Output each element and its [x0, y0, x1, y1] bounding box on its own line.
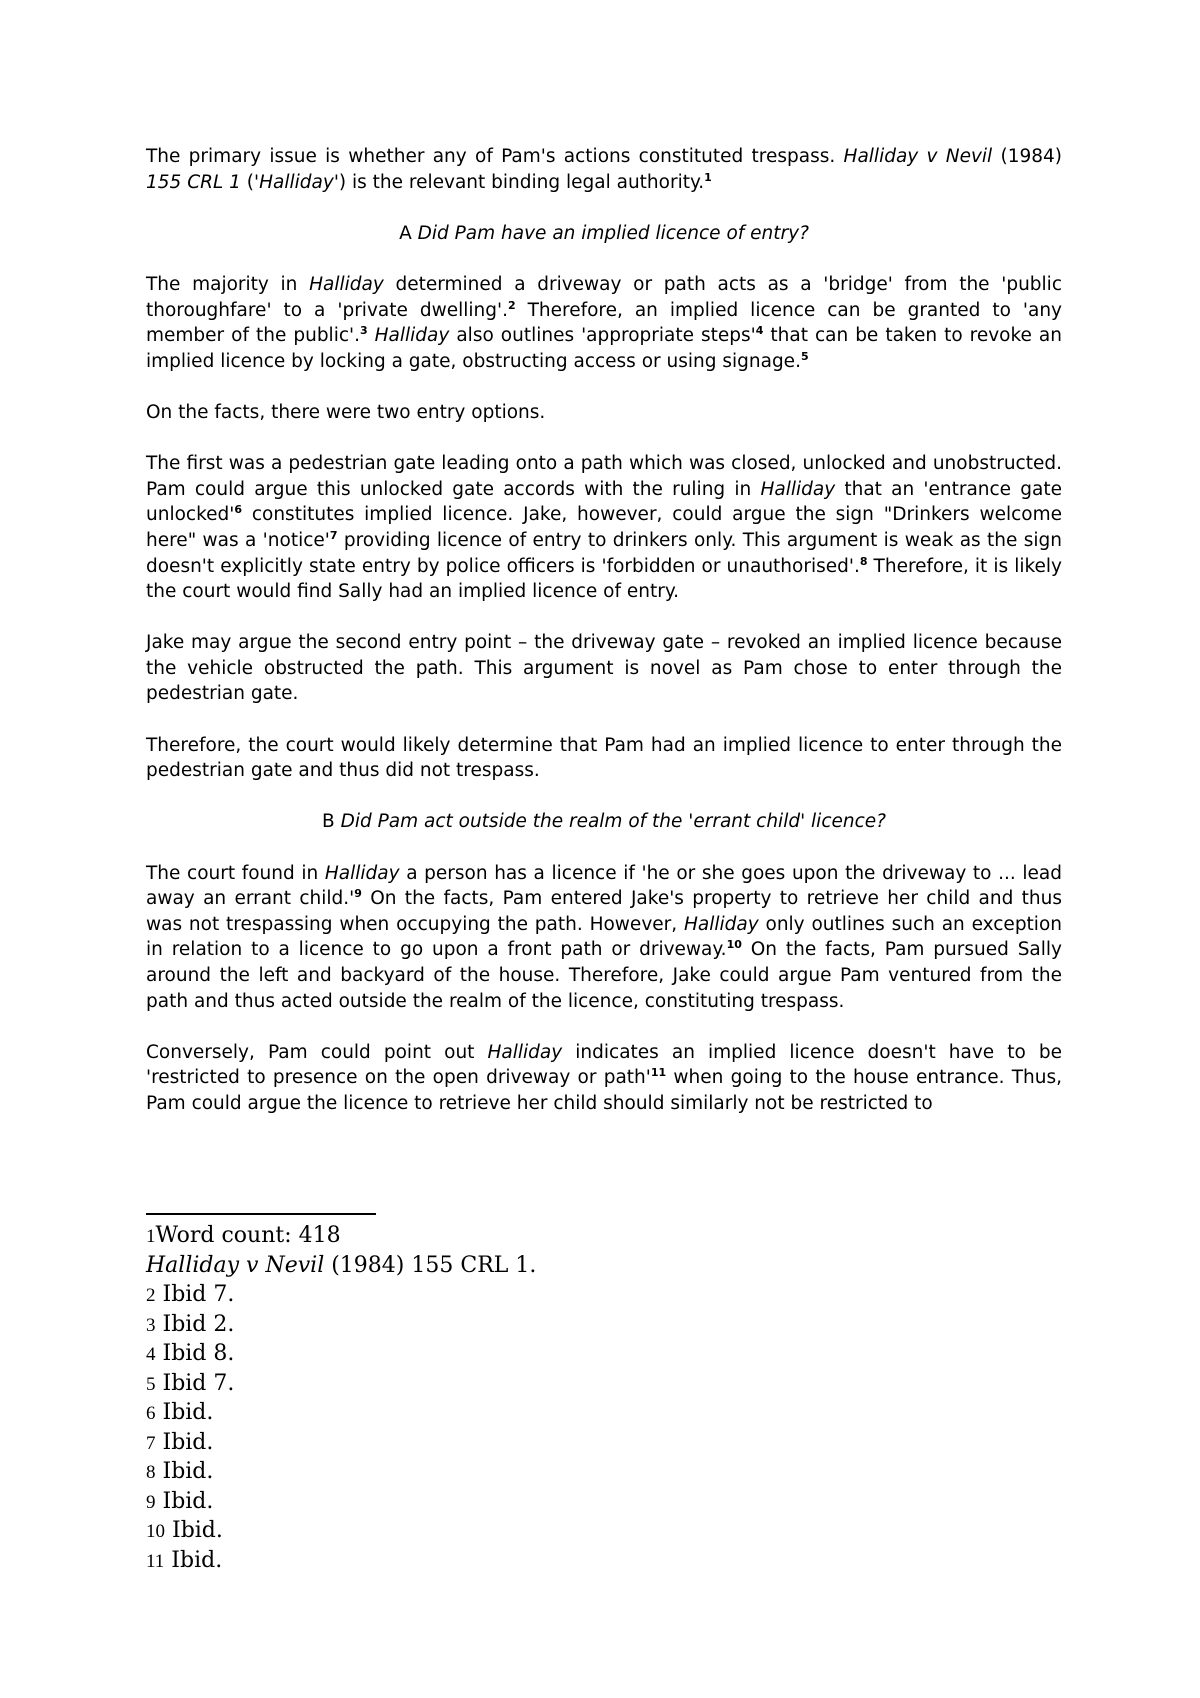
footnote-text: Ibid 8. — [162, 1341, 235, 1366]
footnote-number: 1 — [146, 1226, 156, 1247]
footnote — [146, 1340, 536, 1370]
footnote-number: 3 — [146, 1314, 156, 1336]
footnotes — [146, 1222, 536, 1576]
case-name: Halliday — [683, 913, 759, 935]
text: The first was a pedestrian gate leading onto a path which was closed, unlocked and unobstructed. Pam could argue this unlocked gate accords with the ruling in — [146, 453, 1062, 500]
text: The primary issue is whether any of Pam's actions constituted trespass. — [146, 146, 844, 167]
text: constitutes implied licence. Jake, however, could argue the sign "Drinkers welcome here" was a 'notice' — [146, 504, 1062, 551]
text: when going to the house entrance. Thus, Pam could argue the licence to retrieve her child should similarly not be restricted to — [146, 1067, 1062, 1114]
paragraph-intro — [146, 144, 1062, 195]
footnote — [146, 1222, 536, 1252]
footnote-ref: 2 — [507, 298, 516, 312]
paragraph-entry-options: On the facts, there were two entry options. — [146, 401, 546, 423]
footnote — [146, 1370, 536, 1400]
text: ') is the relevant binding legal authority. — [333, 171, 705, 193]
case-name: Halliday — [487, 1041, 563, 1063]
footnote-number: 7 — [146, 1432, 156, 1454]
footnote-text: Ibid. — [162, 1488, 214, 1514]
paragraph-conclusion-a: Therefore, the court would likely determine that Pam had an implied licence to enter through the pedestrian gate and thus did not trespass. — [146, 734, 1062, 782]
paragraph-conversely — [146, 1040, 1062, 1117]
footnote-ref: 7 — [329, 528, 338, 542]
footnote-number: 8 — [146, 1462, 156, 1483]
footnote — [146, 1488, 536, 1518]
footnote-text: Ibid. — [171, 1547, 223, 1573]
case-name: Halliday — [324, 862, 400, 884]
footnote-ref: 9 — [354, 887, 362, 901]
heading-b — [146, 809, 1062, 835]
text: determined a driveway or path acts as a 'bridge' from the 'public thoroughfare' to a 'private dwelling'. — [146, 273, 1062, 321]
footnote-text: Ibid. — [162, 1400, 214, 1425]
footnote — [146, 1252, 536, 1282]
footnote-separator — [146, 1213, 376, 1215]
heading-text: Did Pam act outside the realm of the 'errant child' licence? — [340, 811, 886, 833]
heading-label: A — [399, 222, 418, 244]
text: Therefore, an implied licence can be granted to 'any member of the public'. — [146, 299, 1062, 347]
text: On the facts, Pam entered Jake's property to retrieve her child and thus was not trespassing when occupying the path. However, — [146, 888, 1062, 935]
footnote-ref: 6 — [234, 503, 243, 517]
footnote — [146, 1311, 536, 1341]
text: only outlines such an exception in relation to a licence to go upon a front path or driveway. — [146, 913, 1062, 961]
footnote-ref: 8 — [859, 554, 868, 568]
text: On the facts, Pam pursued Sally around the left and backyard of the house. Therefore, Jake could argue Pam ventured from the path and thus acted outside the realm of the licence, constituting trespass. — [146, 939, 1063, 1012]
footnote — [146, 1429, 536, 1459]
text: providing licence of entry to drinkers only. This argument is weak as the sign doesn't explicitly state entry by police officers is 'forbidden or unauthorised'. — [146, 529, 1062, 577]
footnote-text: (1984) 155 CRL 1. — [324, 1252, 537, 1278]
text: The court found in — [146, 862, 325, 884]
case-name: Halliday — [309, 273, 384, 295]
footnote-ref: 4 — [755, 324, 764, 337]
text: (' — [240, 171, 260, 193]
case-name: Halliday — [374, 325, 450, 347]
paragraph-errant-child — [146, 861, 1062, 1015]
footnote — [146, 1399, 536, 1429]
text: Conversely, Pam could point out — [146, 1041, 488, 1063]
footnote-ref: 5 — [800, 349, 809, 363]
text: (1984) — [992, 146, 1062, 167]
case-name: Halliday v Nevil — [146, 1252, 325, 1278]
text: a person has a licence if 'he or she goes upon the driveway to ... lead away an errant child.' — [146, 862, 1062, 910]
footnote-number: 10 — [146, 1521, 165, 1542]
footnote — [146, 1458, 536, 1488]
footnote-text: Ibid. — [162, 1459, 214, 1484]
footnote — [146, 1281, 536, 1311]
footnote-text: Ibid. — [172, 1518, 223, 1543]
text: indicates an implied licence doesn't have to be 'restricted to presence on the open driveway or path' — [146, 1041, 1062, 1089]
footnote-ref: 10 — [726, 938, 742, 952]
case-citation: 155 CRL 1 — [146, 171, 241, 193]
paragraph-pedestrian-gate — [146, 451, 1062, 605]
footnote-number: 4 — [146, 1344, 156, 1365]
footnote-number: 5 — [146, 1373, 156, 1395]
paragraph-driveway-gate: Jake may argue the second entry point – the driveway gate – revoked an implied licence because the vehicle obstructed the path. This argument is novel as Pam chose to enter through the pedestrian gate. — [146, 632, 1062, 705]
text: also outlines 'appropriate steps' — [449, 325, 756, 347]
footnote-ref: 11 — [650, 1066, 667, 1080]
case-name: Halliday — [760, 478, 836, 500]
footnote-number: 6 — [146, 1403, 156, 1424]
footnote-text: Word count: 418 — [155, 1223, 341, 1248]
footnote-text: Ibid 2. — [162, 1311, 235, 1337]
heading-text: Did Pam have an implied licence of entry? — [417, 222, 809, 244]
footnote-ref: 3 — [359, 324, 368, 337]
text: that an 'entrance gate unlocked' — [146, 478, 1062, 526]
heading-a — [146, 221, 1062, 247]
footnote-text: Ibid 7. — [162, 1370, 235, 1396]
paragraph-implied-licence — [146, 272, 1062, 374]
footnote-text: Ibid. — [162, 1429, 214, 1455]
text: The majority in — [146, 273, 310, 295]
footnote-text: Ibid 7. — [162, 1282, 235, 1307]
footnote-number: 2 — [146, 1285, 156, 1306]
text: that can be taken to revoke an implied licence by locking a gate, obstructing access or using signage. — [146, 325, 1062, 372]
document-body — [146, 144, 1062, 1142]
text: Therefore, it is likely the court would find Sally had an implied licence of entry. — [146, 555, 1062, 603]
footnote-number: 9 — [146, 1491, 156, 1513]
case-short-name: Halliday — [259, 171, 334, 193]
footnote — [146, 1547, 536, 1577]
footnote-number: 11 — [146, 1550, 165, 1572]
footnote — [146, 1517, 536, 1547]
footnote-ref: 1 — [704, 170, 712, 184]
heading-label: B — [322, 811, 341, 833]
case-name: Halliday v Nevil — [843, 146, 993, 167]
